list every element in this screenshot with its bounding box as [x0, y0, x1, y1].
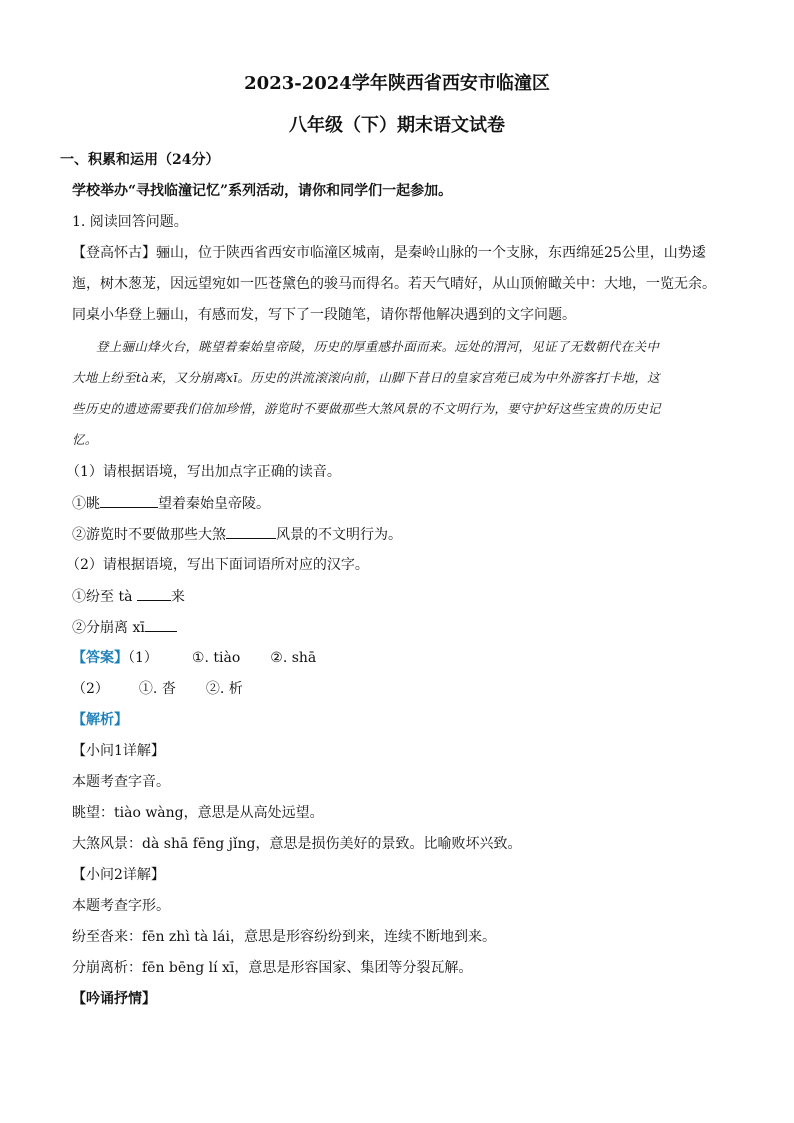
intro-paragraph-line: 【登高怀古】骊山，位于陕西省西安市临潼区城南，是秦岭山脉的一个支脉，东西绵延25公里，山势逶: [72, 245, 706, 261]
question-label: 1. 阅读回答问题。: [72, 214, 188, 230]
answer-item: ②. 析: [205, 681, 243, 697]
answer-item: ①. 沓: [138, 681, 176, 697]
answer-item: ①. tiào: [191, 650, 241, 666]
document-title-line2: 八年级（下）期末语文试卷: [289, 115, 505, 136]
passage-line: 忆。: [72, 432, 98, 447]
answer-blank: [100, 493, 158, 508]
analysis-text: 本题考查字形。: [72, 898, 170, 914]
sub-question-2b: [72, 617, 177, 638]
passage-line: 登上骊山烽火台，眺望着秦始皇帝陵，历史的厚重感扑面而来。远处的渭河，见证了无数朝代在关中: [96, 339, 660, 354]
sub-question-text: 望着秦始皇帝陵。: [158, 496, 270, 512]
analysis-label: 【解析】: [72, 712, 128, 728]
sub-question-2a: [72, 586, 185, 607]
analysis-text: 本题考查字音。: [72, 774, 170, 790]
answer-line-1: [72, 648, 316, 668]
sub-question-1a: [72, 493, 270, 514]
analysis-text: 眺望：tiào wàng，意思是从高处远望。: [72, 805, 324, 821]
answer-blank: [137, 586, 171, 601]
answer-item: ②. shā: [270, 650, 317, 666]
section-intro: 学校举办“寻找临潼记忆”系列活动，请你和同学们一起参加。: [72, 183, 453, 199]
next-section-heading: 【吟诵抒情】: [72, 991, 156, 1007]
sub-question-text: ②游览时不要做那些大煞: [72, 527, 226, 543]
analysis-text: 分崩离析：fēn bēng lí xī，意思是形容国家、集团等分裂瓦解。: [72, 960, 473, 976]
answer-line-2: [72, 679, 243, 699]
passage-line: 些历史的遗迹需要我们倍加珍惜，游览时不要做那些大煞风景的不文明行为，要守护好这些宝贵的历史记: [72, 401, 661, 416]
sub-question-text: ①眺: [72, 496, 100, 512]
answer-part-number: （2）: [72, 681, 109, 697]
sub-question-text: ①纷至 tà: [72, 589, 137, 605]
analysis-sub1-heading: 【小问1详解】: [72, 743, 165, 759]
sub-question-text: 风景的不文明行为。: [276, 527, 402, 543]
analysis-text: 纷至沓来：fēn zhì tà lái，意思是形容纷纷到来，连续不断地到来。: [72, 929, 496, 945]
answer-blank: [226, 524, 276, 539]
answer-label: 【答案】: [72, 650, 128, 666]
answer-part-number: （1）: [128, 650, 158, 666]
sub-question-text: 来: [170, 589, 185, 605]
passage-line: 大地上纷至tà来，又分崩离xī。历史的洪流滚滚向前，山脚下昔日的皇家宫苑已成为中外游客打卡地，这: [72, 370, 660, 385]
section-heading: 一、积累和运用（24分）: [60, 152, 220, 168]
analysis-text: 大煞风景：dà shā fēng jǐng，意思是损伤美好的景致。比喻败坏兴致。: [72, 836, 522, 852]
analysis-sub2-heading: 【小问2详解】: [72, 867, 165, 883]
document-title-line1: 2023-2024学年陕西省西安市临潼区: [244, 73, 550, 94]
sub-question-text: ②分崩离 xī: [72, 620, 145, 636]
answer-blank: [145, 617, 177, 632]
sub-question-2: （2）请根据语境，写出下面词语所对应的汉字。: [66, 557, 369, 573]
sub-question-1: （1）请根据语境，写出加点字正确的读音。: [66, 464, 341, 480]
sub-question-1b: [72, 524, 402, 545]
intro-paragraph-line: 同桌小华登上骊山，有感而发，写下了一段随笔，请你帮他解决遇到的文字问题。: [72, 307, 576, 323]
intro-paragraph-line: 迤，树木葱茏，因远望宛如一匹苍黛色的骏马而得名。若天气晴好，从山顶俯瞰关中：大地，一览无余。: [72, 276, 716, 292]
